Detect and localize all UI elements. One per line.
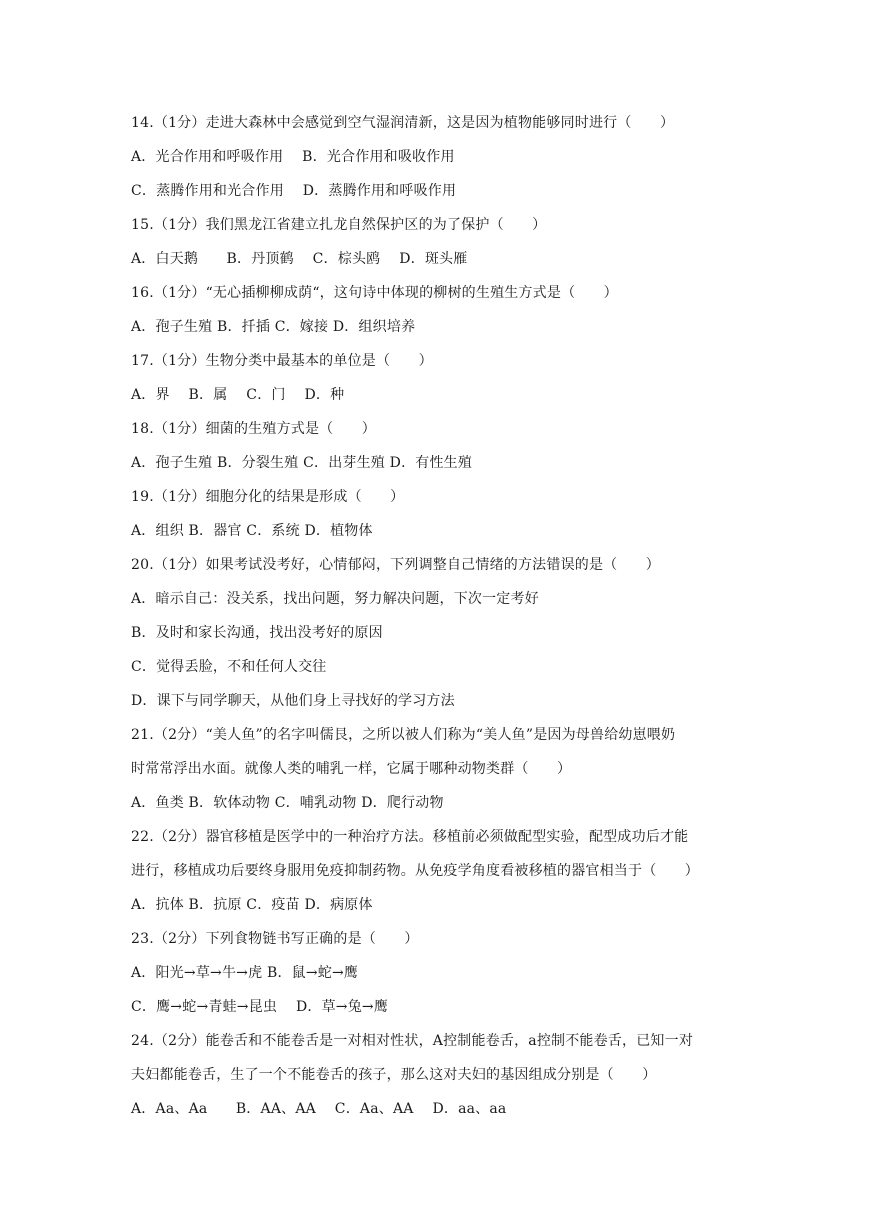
question-stem: 14.（1分）走进大森林中会感觉到空气湿润清新，这是因为植物能够同时进行（ ） (131, 115, 675, 131)
question-stem: 15.（1分）我们黑龙江省建立扎龙自然保护区的为了保护（ ） (131, 217, 547, 233)
answer-options: A．孢子生殖 B．扦插 C．嫁接 D．组织培养 (131, 319, 416, 335)
question-16 (131, 276, 751, 344)
answer-options: A．孢子生殖 B．分裂生殖 C．出芽生殖 D．有性生殖 (131, 455, 473, 471)
question-list (131, 106, 751, 1126)
question-stem: 17.（1分）生物分类中最基本的单位是（ ） (131, 353, 433, 369)
question-stem: 19.（1分）细胞分化的结果是形成（ ） (131, 489, 405, 505)
question-17 (131, 344, 751, 412)
question-stem-continued: 时常常浮出水面。就像人类的哺乳一样，它属于哪种动物类群（ ） (131, 761, 572, 777)
question-14 (131, 106, 751, 208)
answer-options: A．白天鹅 B．丹顶鹤 C．棕头鸥 D．斑头雁 (131, 251, 468, 267)
answer-option-a: A．暗示自己：没关系，找出问题，努力解决问题，下次一定考好 (131, 591, 539, 607)
question-20 (131, 548, 751, 718)
question-15 (131, 208, 751, 276)
question-stem: 16.（1分）“无心插柳柳成荫“，这句诗中体现的柳树的生殖生方式是（ ） (131, 285, 618, 301)
question-stem-continued: 夫妇都能卷舌，生了一个不能卷舌的孩子，那么这对夫妇的基因组成分别是（ ） (131, 1067, 657, 1083)
answer-option-d: D．课下与同学聊天，从他们身上寻找好的学习方法 (131, 693, 455, 709)
answer-options: A．抗体 B．抗原 C．疫苗 D．病原体 (131, 897, 373, 913)
answer-option-c: C．觉得丢脸，不和任何人交往 (131, 659, 327, 675)
question-stem: 21.（2分）“美人鱼”的名字叫儒艮，之所以被人们称为“美人鱼”是因为母兽给幼崽喂奶 (131, 727, 676, 743)
question-stem: 23.（2分）下列食物链书写正确的是（ ） (131, 931, 419, 947)
question-stem: 18.（1分）细菌的生殖方式是（ ） (131, 421, 376, 437)
answer-options: C．鹰→蛇→青蛙→昆虫 D．草→兔→鹰 (131, 999, 389, 1015)
question-24 (131, 1024, 751, 1126)
answer-options: A．阳光→草→牛→虎 B．鼠→蛇→鹰 (131, 965, 359, 981)
question-18 (131, 412, 751, 480)
answer-options: A．鱼类 B．软体动物 C．哺乳动物 D．爬行动物 (131, 795, 444, 811)
answer-options: A．Aa、Aa B．AA、AA C．Aa、AA D．aa、aa (131, 1101, 507, 1117)
question-stem-continued: 进行，移植成功后要终身服用免疫抑制药物。从免疫学角度看被移植的器官相当于（ ） (131, 863, 699, 879)
answer-option-b: B．及时和家长沟通，找出没考好的原因 (131, 625, 383, 641)
question-22 (131, 820, 751, 922)
question-stem: 22.（2分）器官移植是医学中的一种治疗方法。移植前必须做配型实验，配型成功后才能 (131, 829, 689, 845)
answer-options: A．组织 B．器官 C．系统 D．植物体 (131, 523, 373, 539)
question-21 (131, 718, 751, 820)
answer-options: A．光合作用和呼吸作用 B．光合作用和吸收作用 (131, 149, 455, 165)
question-19 (131, 480, 751, 548)
answer-options: C．蒸腾作用和光合作用 D．蒸腾作用和呼吸作用 (131, 183, 457, 199)
answer-options: A．界 B．属 C．门 D．种 (131, 387, 345, 403)
question-stem: 24.（2分）能卷舌和不能卷舌是一对相对性状，A控制能卷舌，a控制不能卷舌，已知一对 (131, 1033, 694, 1049)
question-stem: 20.（1分）如果考试没考好，心情郁闷，下列调整自己情绪的方法错误的是（ ） (131, 557, 660, 573)
question-23 (131, 922, 751, 1024)
